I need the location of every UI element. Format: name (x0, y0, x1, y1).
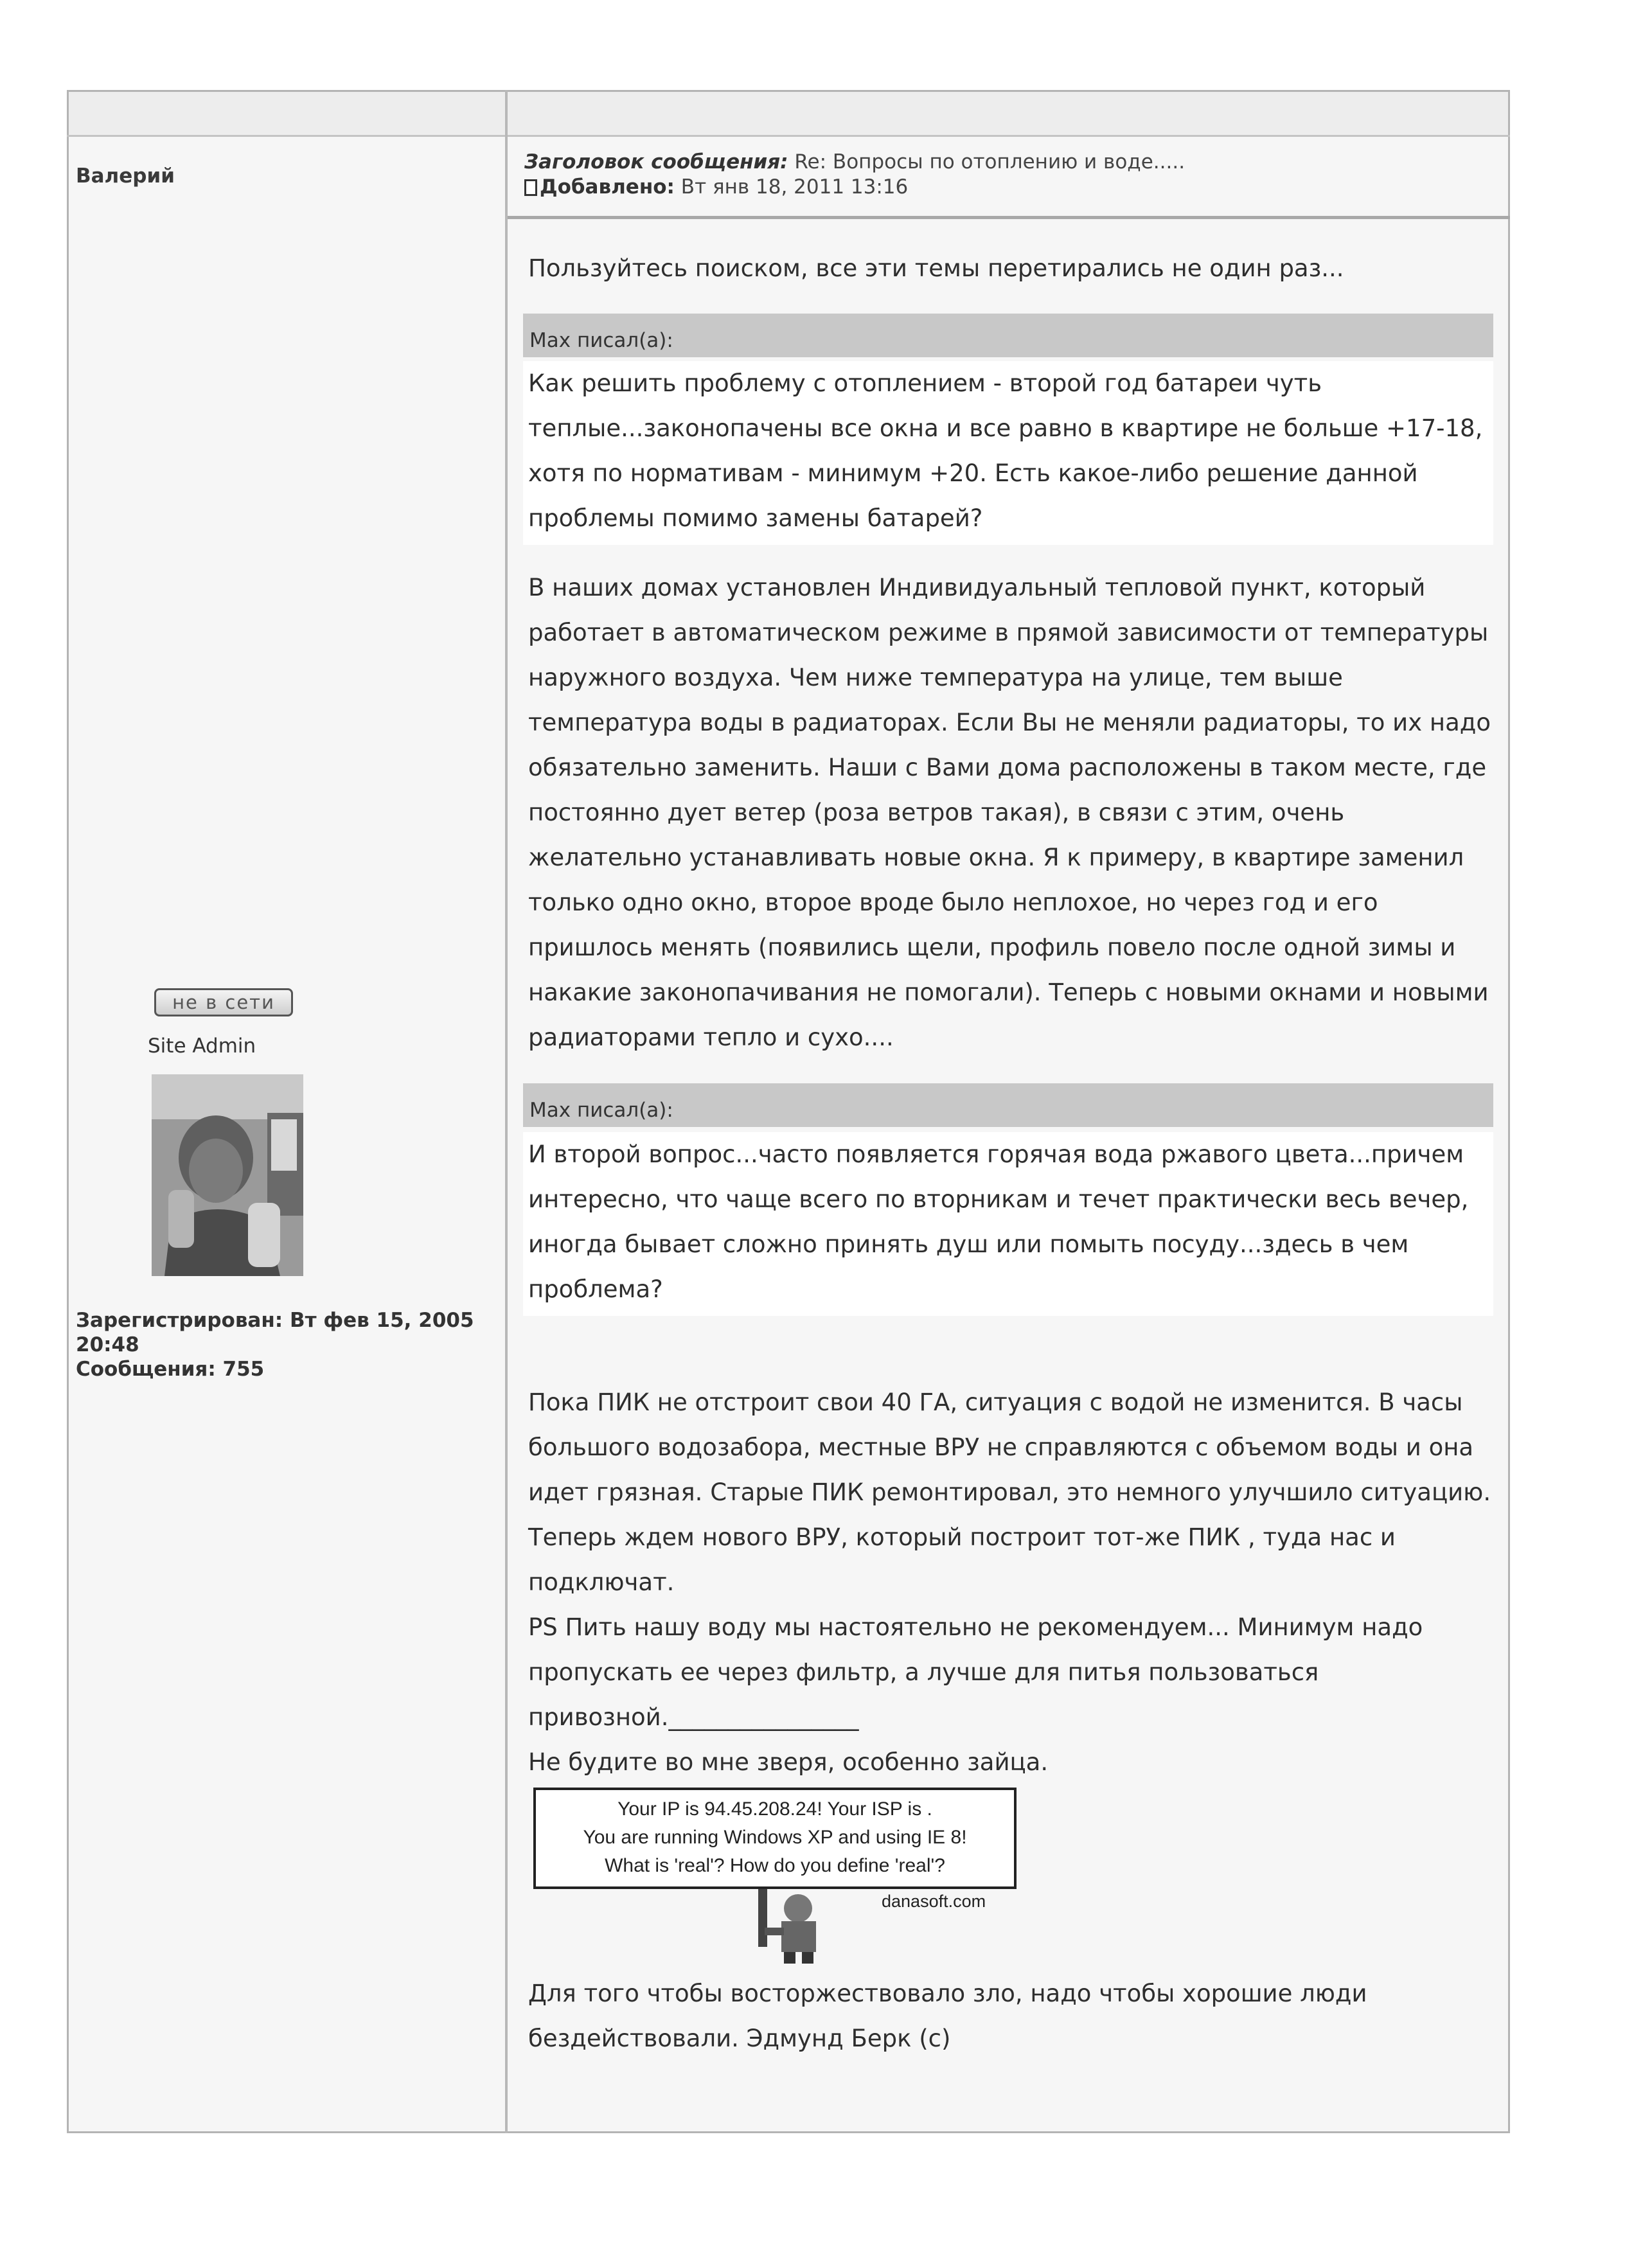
subject-label: Заголовок сообщения: (524, 150, 788, 173)
registration-info (76, 1308, 500, 1381)
column-separator (505, 90, 508, 2133)
answer-line: радиаторами тепло и сухо.... (528, 1024, 894, 1051)
divider (67, 135, 1510, 137)
joined-date: Зарегистрирован: Вт фев 15, 2005 20:48 (76, 1309, 474, 1356)
date-label: Добавлено: (540, 175, 675, 199)
quote-author: Max писал(а): (523, 1083, 1493, 1127)
quote-body (523, 1132, 1493, 1316)
quote-line: проблемы помимо замены батарей? (528, 504, 983, 532)
quote-author: Max писал(а): (523, 314, 1493, 357)
answer-line: идет грязная. Старые ПИК ремонтировал, это немного улучшило ситуацию. (528, 1478, 1491, 1506)
signature-banner[interactable] (533, 1788, 1017, 1889)
signature-quote-line: Для того чтобы восторжествовало зло, надо чтобы хорошие люди (528, 1980, 1367, 2007)
quote-line: теплые...законопачены все окна и все равно в квартире не больше +17-18, (528, 414, 1483, 442)
answer-line: накакие законопачивания не помогали). Теперь с новыми окнами и новыми (528, 979, 1489, 1006)
post-date (524, 175, 908, 199)
answer-paragraph (528, 565, 1491, 1060)
banner-line: What is 'real'? How do you define 'real'? (605, 1855, 945, 1876)
quote-line: интересно, что чаще всего по вторникам и течет практически весь вечер, (528, 1185, 1469, 1213)
quote-line: И второй вопрос...часто появляется горячая вода ржавого цвета...причем (528, 1140, 1464, 1168)
answer-line: В наших домах установлен Индивидуальный тепловой пункт, который (528, 574, 1426, 601)
answer-line: привозной.________________ (528, 1703, 859, 1731)
answer-line: желательно устанавливать новые окна. Я к примеру, в квартире заменил (528, 844, 1464, 871)
quote-body (523, 361, 1493, 545)
online-status-badge: не в сети (154, 988, 293, 1016)
answer-line: PS Пить нашу воду мы настоятельно не рекомендуем... Минимум надо (528, 1613, 1423, 1641)
divider (508, 216, 1510, 219)
avatar (152, 1074, 303, 1276)
answer-line: только одно окно, второе вроде было неплохое, но через год и его (528, 889, 1378, 916)
post-subject (524, 150, 1185, 173)
author-name[interactable]: Валерий (76, 164, 175, 188)
header-strip (69, 92, 1508, 136)
answer-line: большого водозабора, местные ВРУ не справляются с объемом воды и она (528, 1433, 1474, 1461)
answer-line: подключат. (528, 1568, 675, 1596)
signature-line: Не будите во мне зверя, особенно зайца. (528, 1748, 1049, 1776)
banner-credit[interactable]: danasoft.com (882, 1892, 986, 1911)
quote-line: хотя по нормативам - минимум +20. Есть какое-либо решение данной (528, 459, 1418, 487)
post-count: Сообщения: 755 (76, 1358, 265, 1381)
post-icon[interactable] (524, 179, 537, 196)
user-rank: Site Admin (148, 1034, 256, 1058)
quote-line: иногда бывает сложно принять душ или помыть посуду...здесь в чем (528, 1230, 1409, 1258)
banner-line: You are running Windows XP and using IE 8! (583, 1827, 967, 1848)
answer-line: пропускать ее через фильтр, а лучше для питья пользоваться (528, 1658, 1319, 1686)
answer-paragraph (528, 1380, 1491, 1785)
answer-line: работает в автоматическом режиме в прямой зависимости от температуры (528, 619, 1489, 646)
answer-line: постоянно дует ветер (роза ветров такая), в связи с этим, очень (528, 799, 1345, 826)
answer-line: обязательно заменить. Наши с Вами дома расположены в таком месте, где (528, 754, 1487, 781)
subject-text: Re: Вопросы по отоплению и воде..... (794, 150, 1186, 173)
intro-text: Пользуйтесь поиском, все эти темы перетирались не один раз... (528, 254, 1344, 282)
answer-line: пришлось менять (появились щели, профиль повело после одной зимы и (528, 934, 1456, 961)
signature-quote (528, 1971, 1367, 2061)
answer-line: температура воды в радиаторах. Если Вы не меняли радиаторы, то их надо (528, 709, 1491, 736)
answer-line: Теперь ждем нового ВРУ, который построит тот-же ПИК , туда нас и (528, 1523, 1396, 1551)
answer-line: Пока ПИК не отстроит свои 40 ГА, ситуация с водой не изменится. В часы (528, 1389, 1463, 1416)
date-text: Вт янв 18, 2011 13:16 (680, 175, 909, 199)
signature-quote-line: бездействовали. Эдмунд Берк (с) (528, 2025, 951, 2052)
answer-line: наружного воздуха. Чем ниже температура на улице, тем выше (528, 664, 1343, 691)
quote-line: проблема? (528, 1275, 663, 1303)
quote-line: Как решить проблему с отоплением - второй год батареи чуть (528, 369, 1322, 397)
banner-line: Your IP is 94.45.208.24! Your ISP is . (617, 1798, 932, 1820)
